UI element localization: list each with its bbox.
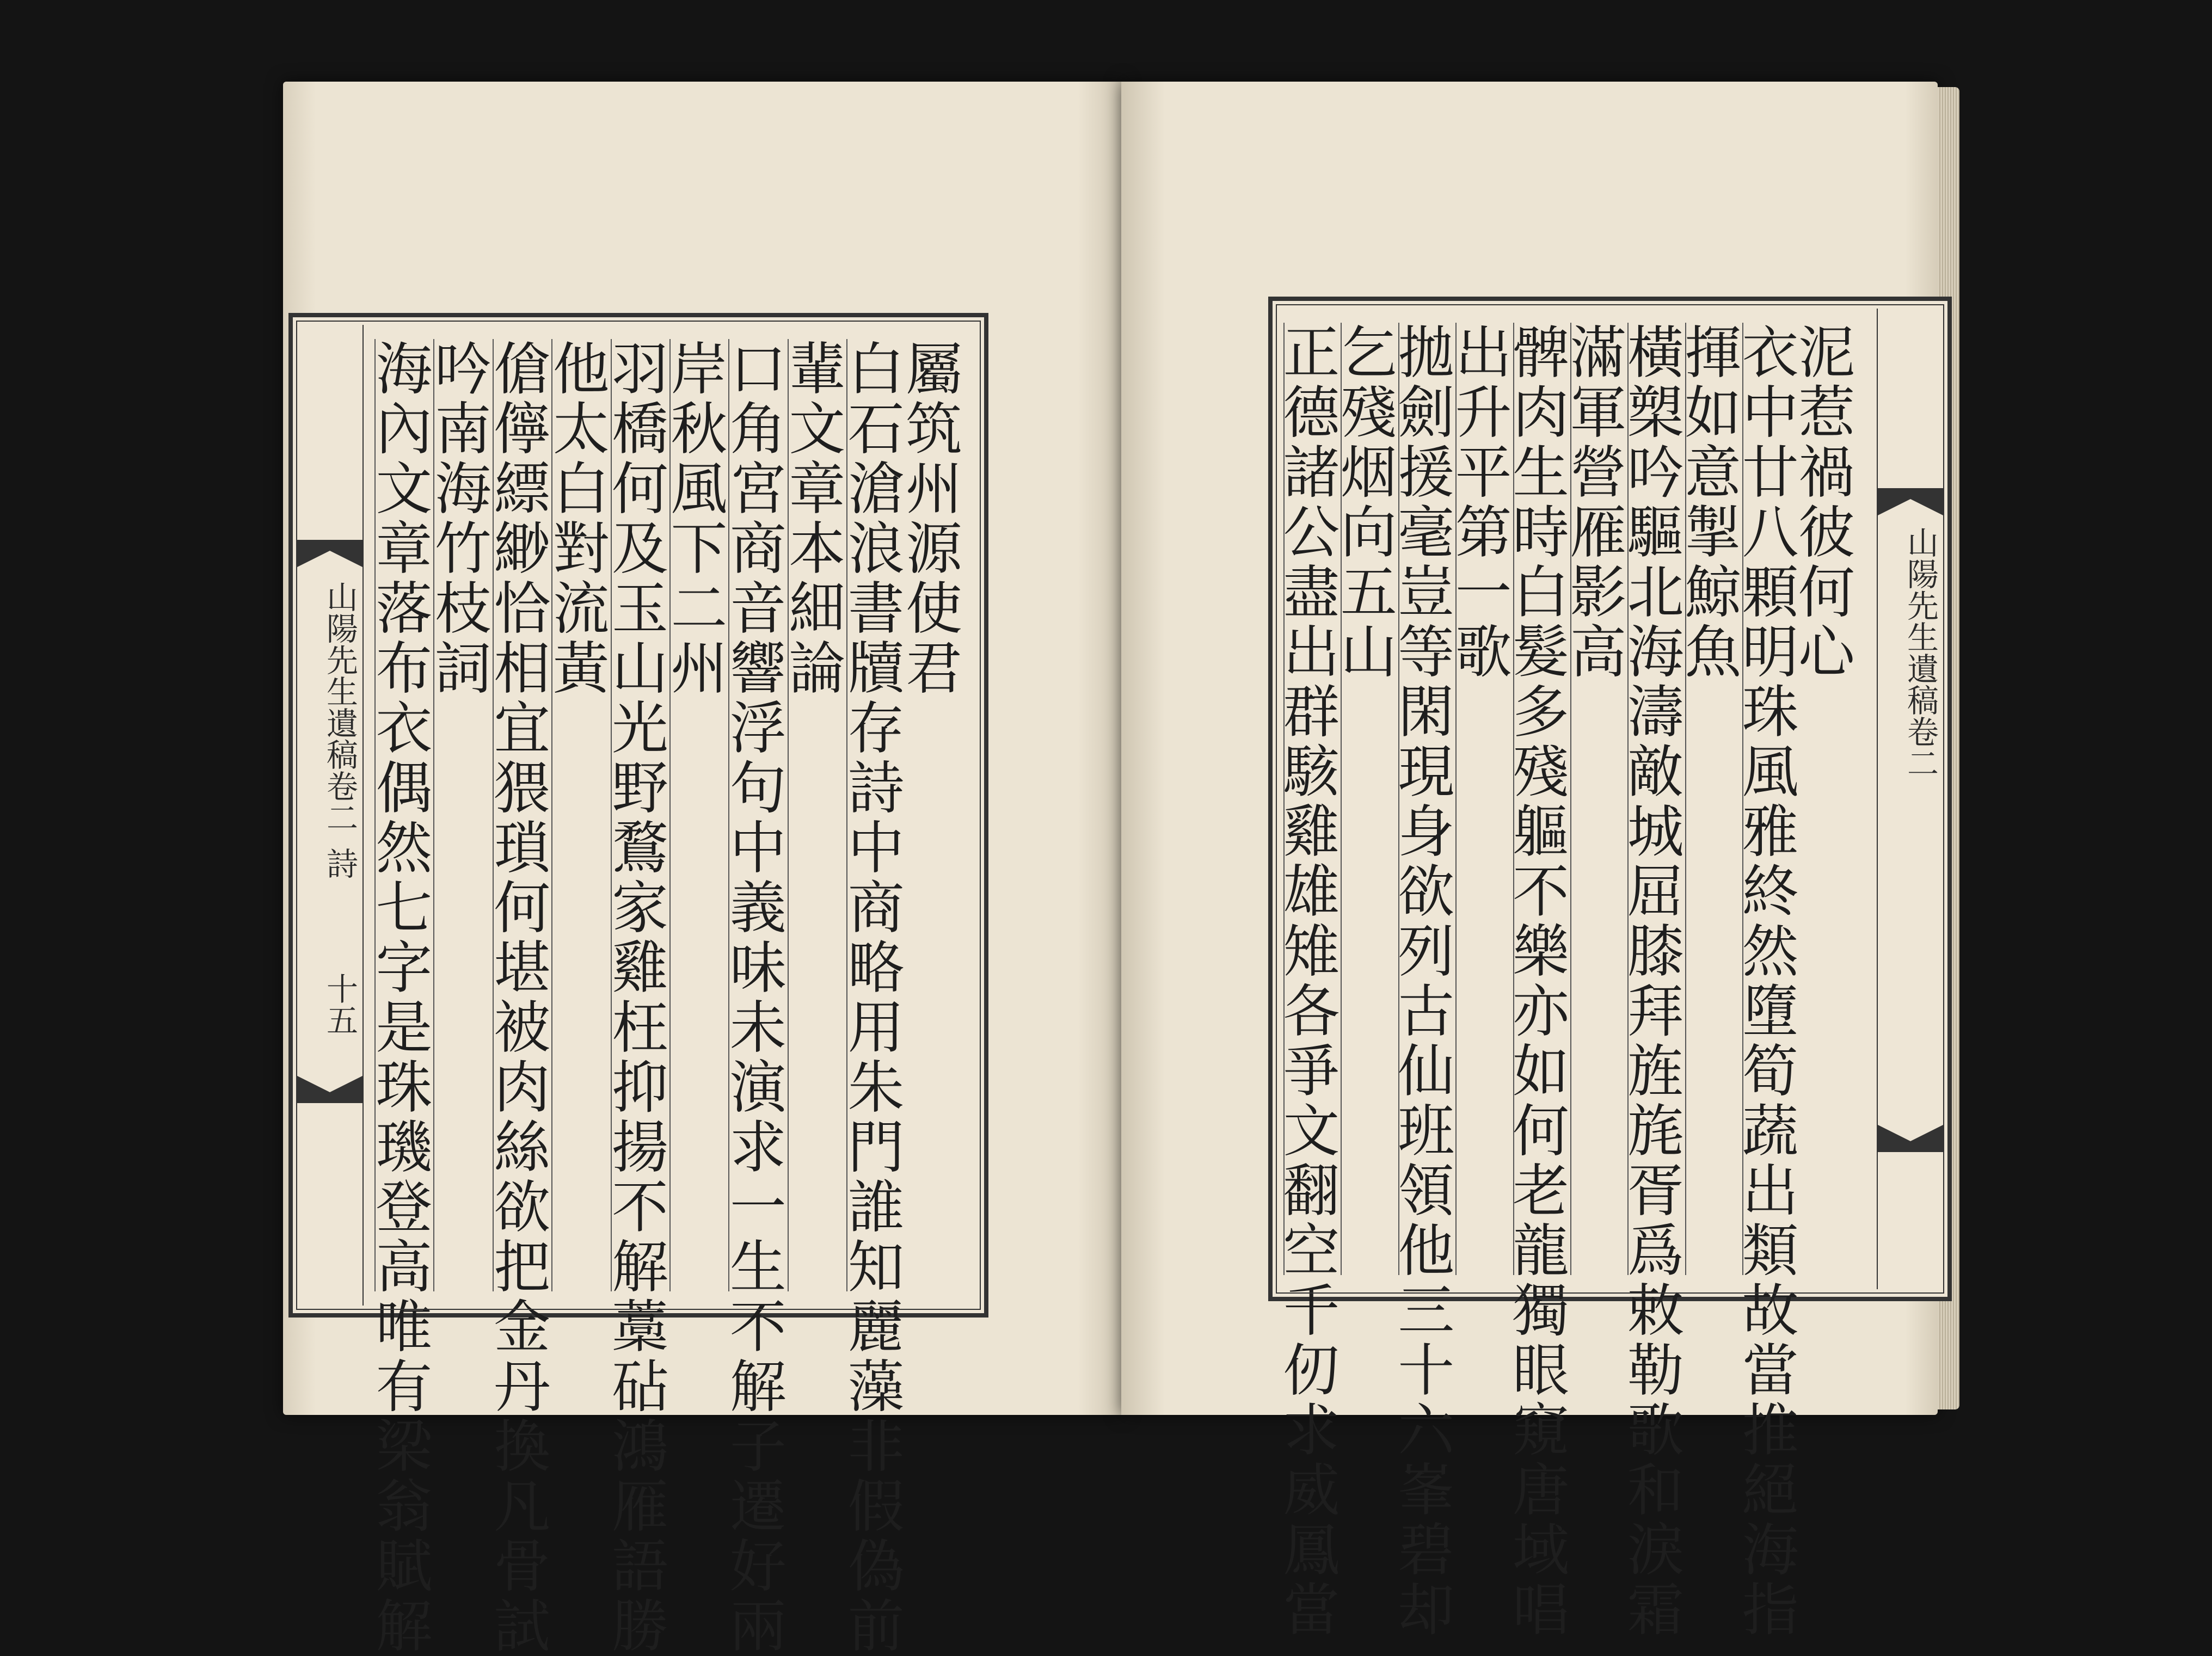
column-text: 髀肉生時白髮多殘軀不樂亦如何老龍獨眼窺唐域唱 xyxy=(1502,323,1569,1640)
right-banxin xyxy=(1877,309,1944,1289)
text-column xyxy=(838,339,906,1656)
banxin-section: 詩 xyxy=(321,847,358,879)
fish-tail-mark-top xyxy=(297,540,362,567)
column-text: 出升平第一歌 xyxy=(1445,323,1512,682)
fish-tail-mark-bottom xyxy=(297,1076,362,1103)
text-column xyxy=(1788,323,1857,1275)
text-column xyxy=(1675,323,1743,1275)
text-column xyxy=(1388,323,1457,1640)
text-column xyxy=(543,339,611,1291)
column-text: 口角宮商音響浮句中義味未演求一生不解子遷好兩 xyxy=(720,339,787,1656)
column-text: 正德諸公盡出群駭雞雄雉各爭文翻空千仞求威鳳當 xyxy=(1273,323,1340,1640)
banxin-title: 山陽先生遺稿卷二 xyxy=(321,581,358,833)
column-text: 衣中廿八顆明珠風雅終然墮筍蔬出類故當推絕海指 xyxy=(1732,323,1799,1640)
column-text: 海內文章落布衣偶然七字是珠璣登高唯有梁翁賦解 xyxy=(366,339,433,1656)
text-column xyxy=(661,339,729,1291)
column-text: 橫槊吟驅北海濤敵城屈膝拜旌旄胥爲敕勒歌和淚霜 xyxy=(1617,323,1684,1640)
left-banxin xyxy=(296,325,364,1306)
column-text: 傖儜縹緲恰相宜猥瑣何堪被肉絲欲把金丹換凡骨試 xyxy=(484,339,551,1656)
fish-tail-mark-top xyxy=(1878,488,1943,515)
text-column xyxy=(720,339,788,1656)
text-column xyxy=(1330,323,1399,1275)
text-column xyxy=(1502,323,1571,1640)
text-column xyxy=(366,339,434,1656)
text-column xyxy=(1445,323,1514,1275)
column-text: 吟南海竹枝詞 xyxy=(425,339,491,698)
text-column xyxy=(484,339,552,1656)
right-text-frame xyxy=(1268,297,1952,1640)
banxin-folio: 十五 xyxy=(321,972,358,1036)
column-text: 乞殘烟向五山 xyxy=(1330,323,1397,682)
column-text: 揮如意掣鯨魚 xyxy=(1675,323,1742,682)
column-text: 拋劍援毫豈等閑現身欲列古仙班領他三十六峯碧却 xyxy=(1388,323,1455,1640)
text-column xyxy=(1732,323,1801,1640)
column-text: 屬筑州源使君 xyxy=(895,339,962,698)
left-text-frame xyxy=(288,313,988,1656)
banxin-title: 山陽先生遺稿卷二 xyxy=(1902,526,1939,779)
column-text: 羽橋何及玉山光野鶩家雞枉抑揚不解藁砧鴻雁語勝 xyxy=(601,339,668,1656)
text-column xyxy=(1617,323,1686,1640)
column-text: 滿軍營雁影高 xyxy=(1560,323,1627,682)
text-column xyxy=(601,339,671,1656)
text-column xyxy=(425,339,493,1291)
text-column xyxy=(1560,323,1629,1275)
column-text: 泥惹禍彼何心 xyxy=(1788,323,1855,682)
text-column xyxy=(895,339,964,1291)
text-column xyxy=(779,339,847,1291)
column-text: 岸秋風下二州 xyxy=(661,339,728,698)
fish-tail-mark-bottom xyxy=(1878,1125,1943,1152)
column-text: 輩文章本細論 xyxy=(779,339,846,698)
text-column xyxy=(1273,323,1342,1640)
column-text: 他太白對流黃 xyxy=(543,339,610,698)
column-text: 白石滄浪書牘存詩中商略用朱門誰知麗藻非假偽前 xyxy=(838,339,905,1656)
